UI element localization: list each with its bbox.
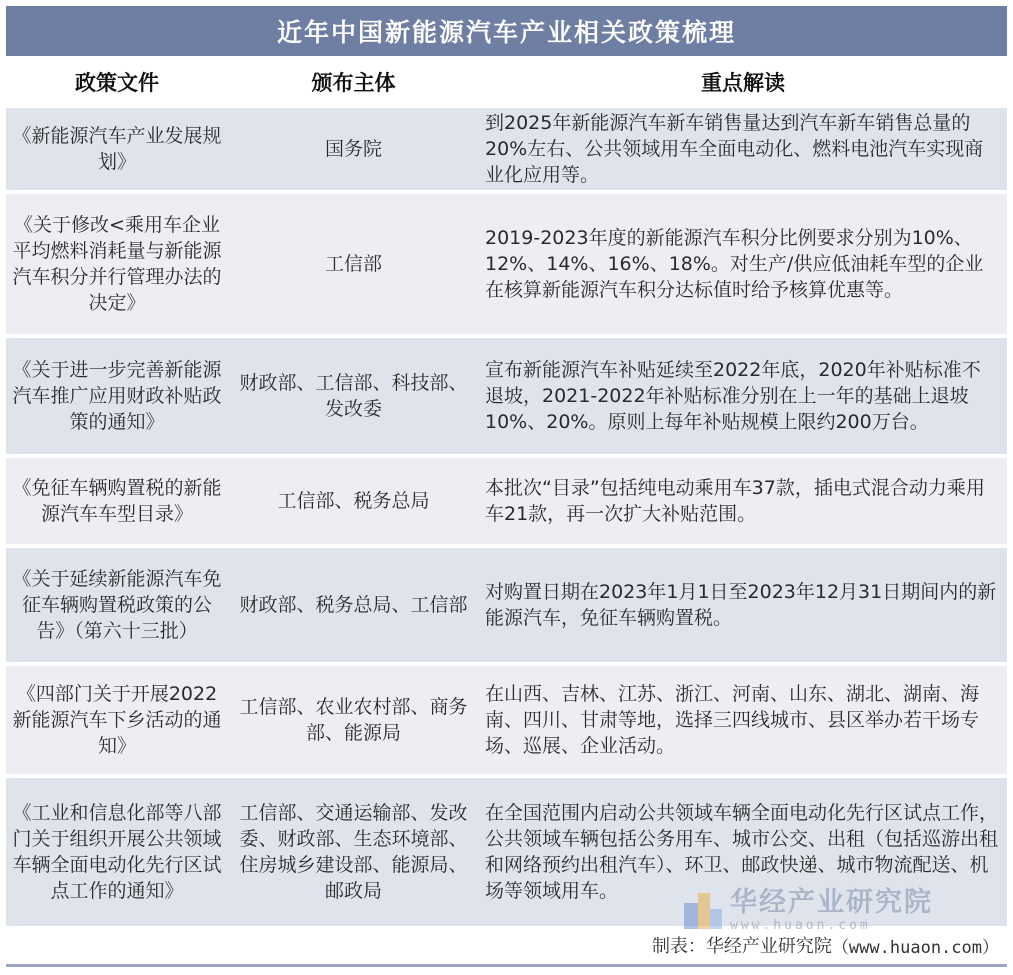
issuing-body-cell: 工信部 [228,192,479,336]
watermark-name: 华经产业研究院 [730,887,933,918]
header-row [6,60,1007,106]
issuing-body-cell: 财政部、税务总局、工信部 [228,546,479,664]
policy-document-cell: 《关于进一步完善新能源汽车推广应用财政补贴政策的通知》 [6,336,228,456]
title-bar [6,6,1007,56]
table-row [6,106,1007,192]
summary-cell: 本批次“目录”包括纯电动乘用车37款，插电式混合动力乘用车21款，再一次扩大补贴范围。 [479,456,1007,546]
issuing-body-cell: 工信部、税务总局 [228,456,479,546]
header-key-interpretation: 重点解读 [479,60,1007,106]
summary-cell: 对购置日期在2023年1月1日至2023年12月31日期间内的新能源汽车，免征车辆购置税。 [479,546,1007,664]
table-row [6,456,1007,546]
issuing-body-cell: 国务院 [228,106,479,192]
policy-document-cell: 《免征车辆购置税的新能源汽车车型目录》 [6,456,228,546]
table-row [6,664,1007,776]
watermark [680,886,990,936]
bottom-divider [6,964,1007,967]
issuing-body-cell: 财政部、工信部、科技部、发改委 [228,336,479,456]
summary-cell: 在全国范围内启动公共领域车辆全面电动化先行区试点工作，公共领域车辆包括公务用车、城市公交、出租（包括巡游出租和网络预约出租汽车）、环卫、邮政快递、城市物流配送、机场等领域用车。 [479,776,1007,926]
policy-document-cell: 《四部门关于开展2022新能源汽车下乡活动的通知》 [6,664,228,776]
table-title: 近年中国新能源汽车产业相关政策梳理 [276,18,736,47]
issuing-body-cell: 工信部、交通运输部、发改委、财政部、生态环境部、住房城乡建设部、能源局、邮政局 [228,776,479,926]
header-issuing-body: 颁布主体 [228,60,479,106]
summary-cell: 在山西、吉林、江苏、浙江、河南、山东、湖北、湖南、海南、四川、甘肃等地，选择三四线城市、县区举办若干场专场、巡展、企业活动。 [479,664,1007,776]
policy-document-cell: 《关于延续新能源汽车免征车辆购置税政策的公告》（第六十三批） [6,546,228,664]
policy-document-cell: 《工业和信息化部等八部门关于组织开展公共领域车辆全面电动化先行区试点工作的通知》 [6,776,228,926]
summary-cell: 2019-2023年度的新能源汽车积分比例要求分别为10%、12%、14%、16%、18%。对生产/供应低油耗车型的企业在核算新能源汽车积分达标值时给予核算优惠等。 [479,192,1007,336]
footer-label: 制表：华经产业研究院 [651,936,832,957]
huajing-logo-icon [680,889,724,933]
table-row [6,546,1007,664]
policy-document-cell: 《关于修改<乘用车企业平均燃料消耗量与新能源汽车积分并行管理办法的决定》 [6,192,228,336]
watermark-url: www.huaon.com [730,918,871,933]
header-policy-document: 政策文件 [6,60,228,106]
policy-document-cell: 《新能源汽车产业发展规划》 [6,106,228,192]
summary-cell: 到2025年新能源汽车新车销售量达到汽车新车销售总量的20%左右、公共领域用车全面电动化、燃料电池汽车实现商业化应用等。 [479,106,1007,192]
watermark-text [730,888,933,934]
policy-table [6,60,1007,926]
footer-credit [652,932,999,958]
table-row [6,192,1007,336]
footer-source: （www.huaon.com） [831,937,999,958]
table-row [6,336,1007,456]
summary-cell: 宣布新能源汽车补贴延续至2022年底，2020年补贴标准不退坡，2021-2022年补贴标准分别在上一年的基础上退坡10%、20%。原则上每年补贴规模上限约200万台。 [479,336,1007,456]
issuing-body-cell: 工信部、农业农村部、商务部、能源局 [228,664,479,776]
